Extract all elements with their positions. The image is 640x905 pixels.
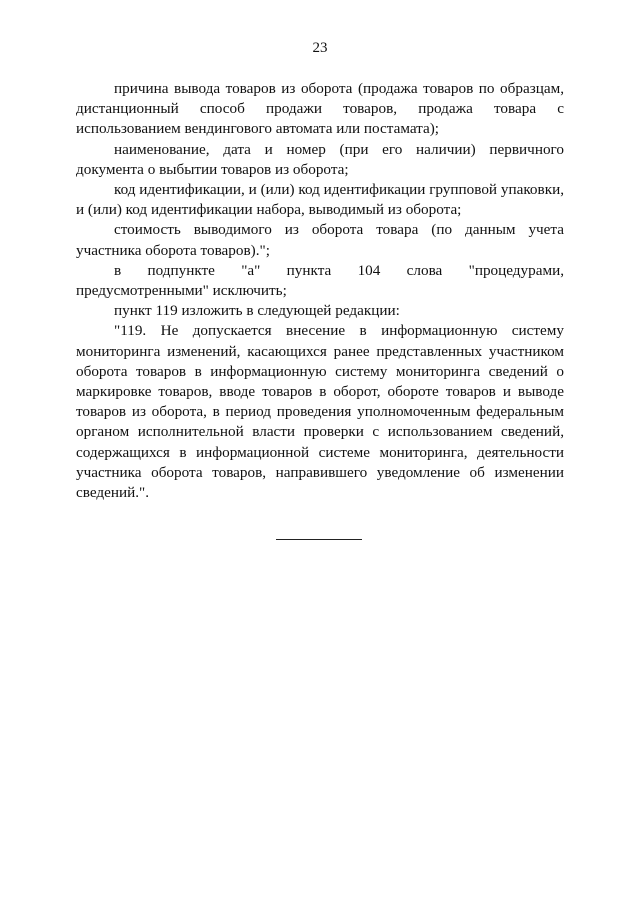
paragraph-goods-value: стоимость выводимого из оборота товара (по данным учета участника оборота товаров)."; (76, 221, 564, 259)
paragraph-identification-code: код идентификации, и (или) код идентификации групповой упаковки, и (или) код идентификации набора, выводимый из оборота; (76, 181, 564, 219)
end-separator-line (276, 539, 362, 540)
paragraph-point-119-intro: пункт 119 изложить в следующей редакции: (114, 302, 400, 320)
paragraph-subpoint-104: в подпункте "а" пункта 104 слова "процедурами, предусмотренными" исключить; (76, 261, 564, 300)
paragraph-point-119-text: "119. Не допускается внесение в информационную систему мониторинга изменений, касающихся ранее представленных участником оборота товаров в информационную систему мониторинга сведений о маркировке товаров, вводе товаров в оборот, обороте товаров и выводе товаров из оборота, в период проведения уполномоченным федеральным органом исполнительной власти проверки с использованием сведений, содержащихся в информационной системе мониторинга, деятельности участника оборота товаров, направившего уведомление об изменении сведений.". (76, 322, 564, 502)
paragraph-primary-document: наименование, дата и номер (при его наличии) первичного документа о выбытии товаров из оборота; (76, 140, 564, 178)
paragraph-withdrawal-reason: причина вывода товаров из оборота (продажа товаров по образцам, дистанционный способ продажи товаров, продажа товара с использованием вендингового автомата или постамата); (76, 80, 564, 138)
page-number: 23 (312, 40, 328, 56)
document-body (76, 79, 564, 503)
